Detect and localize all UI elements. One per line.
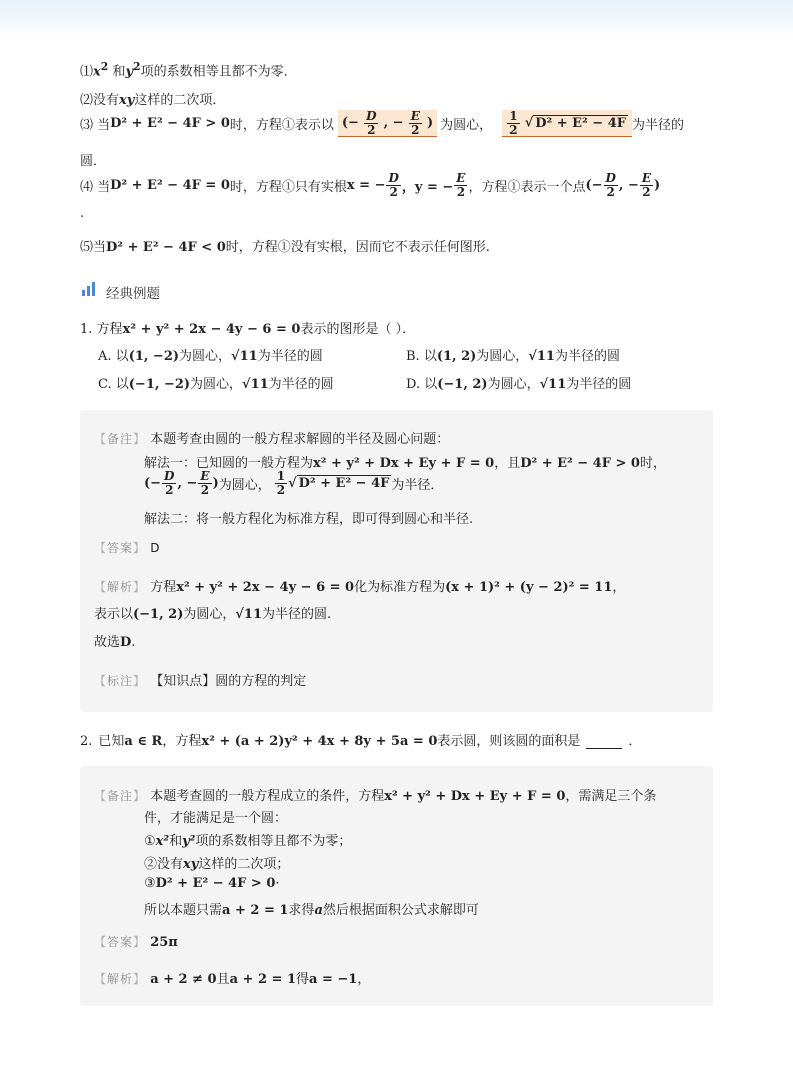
- knowledge-point: 【知识点】圆的方程的判定: [150, 674, 307, 689]
- denominator: 2: [411, 122, 420, 137]
- option-b[interactable]: [406, 345, 620, 364]
- q1-answer-row: [94, 539, 159, 556]
- fraction-D: [364, 110, 378, 136]
- text: 为半径的: [631, 118, 684, 134]
- denominator: 2: [165, 482, 174, 497]
- math-standard-form: (x + 1)² + (y − 2)² = 11: [445, 580, 613, 595]
- text: ⑷ 当: [80, 179, 111, 195]
- text: 为圆心，: [218, 477, 271, 493]
- text: 为圆心，: [476, 349, 529, 364]
- denominator: 2: [389, 184, 398, 199]
- math-radius: √11: [231, 349, 258, 364]
- condition-3: [80, 110, 684, 137]
- numerator: E: [456, 171, 466, 185]
- knowledge-tag: 【标注】: [94, 674, 147, 688]
- text: ⑸当: [80, 240, 107, 255]
- numerator: 1: [276, 469, 286, 483]
- text: 为半径的圆: [566, 377, 632, 392]
- option-d[interactable]: [406, 373, 631, 392]
- text: 为圆心，: [179, 349, 232, 364]
- answer-tag: 【答案】: [94, 541, 147, 555]
- paren: ): [212, 475, 219, 491]
- question-2-stem: [80, 730, 641, 749]
- denominator: 2: [367, 122, 376, 137]
- numerator: D: [366, 109, 377, 123]
- math-center: (−1, −2): [128, 377, 191, 392]
- condition-4-line2: [80, 206, 84, 221]
- text: ③: [144, 876, 156, 891]
- text: 为半径的圆.: [262, 607, 332, 622]
- text: 表示圆，则该圆的面积是: [437, 734, 581, 749]
- option-c[interactable]: [98, 373, 334, 392]
- q1-note-method1: [144, 452, 666, 471]
- text: ，方程①表示一个点: [468, 179, 586, 195]
- q2-analysis-row: [94, 968, 370, 987]
- denominator: 2: [200, 482, 210, 497]
- math-radius: √11: [242, 377, 269, 392]
- q1-analysis-line2: [94, 603, 331, 622]
- numerator: E: [410, 109, 420, 123]
- text: 化为标准方程为: [354, 580, 446, 595]
- fraction-E: [640, 172, 653, 198]
- q1-note-row: [94, 428, 449, 447]
- numerator: E: [200, 469, 210, 483]
- text: ，且: [494, 456, 521, 471]
- math-y-root: ，y = −: [401, 179, 454, 195]
- center-blank: [338, 110, 437, 137]
- option-label: B.: [406, 349, 420, 364]
- text: 解法二：将一般方程化为标准方程，即可得到圆心和半径.: [144, 512, 474, 527]
- math-condition: D² + E² − 4F > 0: [155, 876, 276, 891]
- text: .: [131, 635, 136, 650]
- numerator: E: [641, 171, 652, 185]
- math-equation: a + 2 = 1: [229, 972, 297, 987]
- math-equation: x² + (a + 2)y² + 4x + 8y + 5a = 0: [201, 734, 438, 749]
- math-choice: D: [120, 635, 132, 650]
- math-condition: D² + E² − 4F > 0: [520, 456, 640, 471]
- text: 为半径．: [391, 477, 444, 493]
- answer-blank[interactable]: [586, 748, 622, 749]
- math-equation: a + 2 = 1: [222, 903, 289, 918]
- math-center: (1, 2): [436, 349, 477, 364]
- math-x2: x²: [155, 834, 170, 849]
- text: 为半径的圆: [257, 349, 323, 364]
- denominator: 2: [606, 184, 615, 199]
- math-equation: x² + y² + Dx + Ey + F = 0: [313, 456, 495, 471]
- math-equation: x² + y² + Dx + Ey + F = 0: [384, 789, 566, 804]
- math-xy: xy: [183, 857, 199, 872]
- answer-text: 25π: [150, 935, 178, 950]
- option-a[interactable]: [98, 345, 323, 364]
- text: 得: [296, 972, 310, 987]
- text: ，: [612, 580, 626, 595]
- radicand: D² + E² − 4F: [535, 115, 626, 131]
- math-inequality: a + 2 ≠ 0: [150, 972, 217, 987]
- text: 为圆心，: [190, 377, 243, 392]
- math-center: (−1, 2): [437, 377, 488, 392]
- text: 以: [115, 349, 129, 364]
- math-x-root: x = −: [346, 177, 386, 193]
- q1-analysis-line3: [94, 631, 135, 650]
- option-label: C.: [98, 377, 112, 392]
- text: 且: [216, 972, 230, 987]
- condition-2: [80, 89, 225, 108]
- question-number: 1.: [80, 322, 93, 337]
- text: 表示以: [94, 607, 134, 622]
- q1-note-method1-line2: (− $\frac{D}{2}$ , − $\frac{E}{2}$ ) 为圆心， $\frac{1}{2}$ √ D² + E² − 4F 为半径．: [144, 469, 444, 497]
- q1-knowledge-row: [94, 670, 306, 689]
- text: 这样的二次项；: [198, 857, 290, 872]
- text: 为半径的圆: [554, 349, 620, 364]
- math-equation: x² + y² + 2x − 4y − 6 = 0: [176, 580, 355, 595]
- analysis-tag: 【解析】: [94, 972, 147, 986]
- q2-note-line3: [144, 830, 351, 849]
- q2-note-line6: [144, 899, 479, 918]
- note-tag: 【备注】: [94, 789, 147, 803]
- fraction-D: [386, 172, 400, 198]
- text: ．: [628, 734, 642, 749]
- numerator: D: [388, 171, 399, 185]
- text: 项的系数相等且都不为零．: [140, 64, 297, 80]
- text: 圆．: [80, 154, 107, 169]
- note-text: 本题考查由圆的一般方程求解圆的半径及圆心问题：: [150, 432, 450, 447]
- option-label: A.: [98, 349, 112, 364]
- paren: ): [427, 115, 434, 131]
- math-x: x: [93, 64, 101, 80]
- section-title: 经典例题: [106, 286, 160, 302]
- answer-text: D: [150, 541, 160, 555]
- text: ①: [144, 834, 156, 849]
- analysis-tag: 【解析】: [94, 580, 147, 594]
- note-tag: 【备注】: [94, 432, 147, 446]
- separator: , −: [383, 115, 404, 131]
- fraction-E: [454, 172, 467, 198]
- text: 时，方程①表示以: [229, 118, 334, 134]
- q2-note-row: [94, 785, 656, 804]
- fraction-D: [162, 470, 176, 496]
- radicand: D² + E² − 4F: [298, 476, 390, 492]
- text: 为圆心，: [440, 118, 493, 134]
- math-condition: D² + E² − 4F > 0: [110, 116, 230, 132]
- condition-3-line2: [80, 150, 106, 169]
- text: 为半径的圆: [268, 377, 334, 392]
- text: 故选: [94, 635, 121, 650]
- text: 以: [423, 349, 437, 364]
- numerator: 1: [509, 109, 518, 123]
- text: ，: [357, 972, 371, 987]
- text: 已知: [98, 734, 125, 749]
- header-band: [0, 0, 793, 36]
- text: 这样的二次项．: [134, 93, 226, 108]
- text: 方程: [96, 322, 123, 337]
- text: 项的系数相等且都不为零；: [195, 834, 352, 849]
- denominator: 2: [276, 482, 286, 497]
- answer-tag: 【答案】: [94, 935, 147, 949]
- q2-note-line4: [144, 853, 289, 872]
- condition-4: [80, 172, 660, 198]
- text: 表示的图形是（ ）．: [300, 322, 416, 337]
- math-condition: a ∈ R: [124, 734, 163, 749]
- separator: , −: [177, 475, 198, 491]
- separator: , −: [618, 177, 639, 193]
- q2-note-line2: [144, 807, 287, 826]
- bar-chart-icon: [82, 282, 98, 296]
- math-y: y: [125, 64, 134, 80]
- math-center: (1, −2): [128, 349, 180, 364]
- paren: (−: [341, 115, 359, 131]
- text: .: [80, 206, 85, 221]
- text: 求得: [288, 903, 315, 918]
- text: 为圆心，: [183, 607, 236, 622]
- condition-5: [80, 236, 490, 255]
- paren: (−: [144, 475, 162, 491]
- q1-analysis-row: [94, 576, 625, 595]
- text: 时，方程①只有实根: [229, 179, 347, 195]
- text: 时，: [639, 456, 666, 471]
- q2-answer-row: [94, 933, 178, 950]
- question-1-stem: [80, 318, 415, 337]
- text: 和: [108, 64, 126, 80]
- numerator: D: [605, 171, 616, 185]
- q1-note-method2: [144, 508, 473, 527]
- numerator: D: [164, 469, 175, 483]
- text: ②没有: [144, 857, 184, 872]
- text: ⑵没有: [80, 93, 120, 108]
- fraction-D: [604, 172, 618, 198]
- text: ·: [275, 876, 280, 891]
- fraction-half: [507, 110, 519, 136]
- math-center: (−1, 2): [133, 607, 184, 622]
- paren: ): [654, 177, 661, 193]
- denominator: 2: [456, 184, 466, 199]
- text: 解法一：已知圆的一般方程为: [144, 456, 314, 471]
- text: 和: [169, 834, 183, 849]
- math-equation: x² + y² + 2x − 4y − 6 = 0: [122, 322, 301, 337]
- text: 本题考查圆的一般方程成立的条件，方程: [150, 789, 385, 804]
- denominator: 2: [509, 122, 518, 137]
- math-condition: D² + E² − 4F = 0: [110, 177, 230, 193]
- math-result: a = −1: [309, 972, 358, 987]
- text: 件，才能满足是一个圆：: [144, 811, 288, 826]
- option-label: D.: [406, 377, 421, 392]
- text: ，需满足三个条: [565, 789, 657, 804]
- text: 所以本题只需: [144, 903, 223, 918]
- text: 时，方程①没有实根，因而它不表示任何图形.: [225, 240, 490, 255]
- text: 以: [115, 377, 129, 392]
- math-xy: xy: [119, 93, 135, 108]
- text: 然后根据面积公式求解即可: [322, 903, 479, 918]
- fraction-E: [409, 110, 422, 136]
- condition-1-number: ⑴: [80, 64, 94, 80]
- text: 以: [424, 377, 438, 392]
- text: 为圆心，: [487, 377, 540, 392]
- math-y2: y²: [182, 834, 196, 849]
- fraction-half: [275, 470, 287, 496]
- denominator: 2: [642, 184, 651, 199]
- text: 方程: [150, 580, 177, 595]
- math-radius: √11: [528, 349, 555, 364]
- text: ⑶ 当: [80, 118, 111, 134]
- paren: (−: [585, 177, 603, 193]
- text: ，方程: [162, 734, 202, 749]
- math-radius: √11: [235, 607, 263, 622]
- q2-note-line5: [144, 876, 280, 891]
- math-condition: D² + E² − 4F < 0: [106, 240, 226, 255]
- radius-blank: $\frac{1}{2}$ √ D² + E² − 4F: [502, 110, 632, 137]
- math-radius: √11: [539, 377, 567, 392]
- fraction-E: [198, 470, 211, 496]
- math-a: a: [314, 903, 323, 918]
- condition-1: $⑴x^2$ 和$y^2$项的系数相等且都不为零．: [80, 60, 297, 80]
- question-number: 2.: [80, 734, 93, 749]
